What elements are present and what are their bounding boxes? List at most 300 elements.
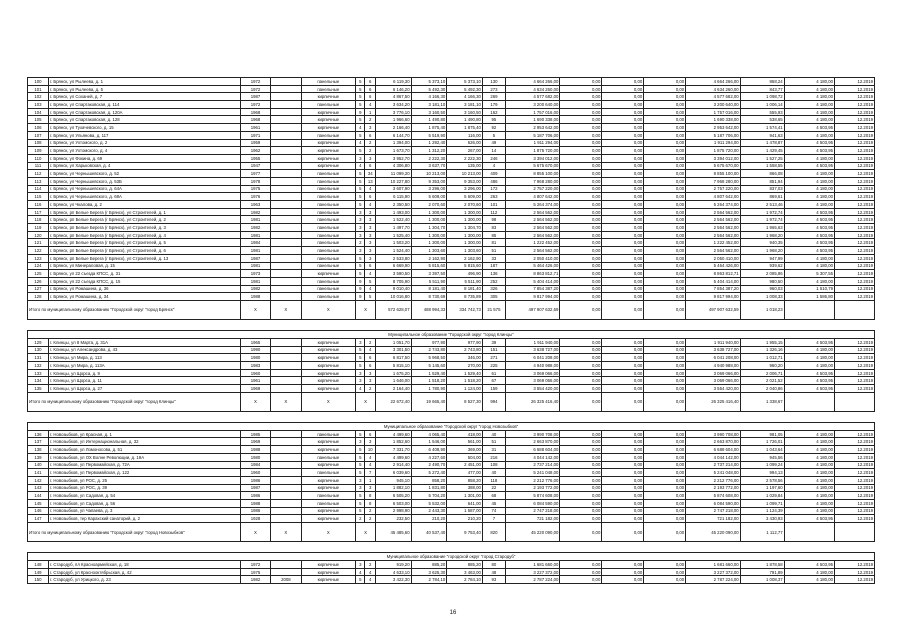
table-cell — [271, 461, 301, 469]
table-cell: 0,00 — [644, 453, 686, 461]
table-cell: 0,00 — [644, 270, 686, 278]
table-cell: 6 817,50 — [375, 354, 411, 362]
table-cell: 0,00 — [560, 369, 602, 377]
table-cell: 5 675 670,00 — [686, 162, 741, 170]
table-cell: г. Брянск, ул Ромашина, д. 34 — [48, 293, 240, 301]
table-cell — [271, 116, 301, 124]
table-cell: 2 564 562,00 — [505, 216, 560, 224]
table-cell: 106 — [28, 124, 49, 132]
table-cell: 102 — [28, 93, 49, 101]
table-cell: 12.2019 — [835, 254, 875, 262]
table-row — [28, 446, 875, 454]
table-cell: 0,00 — [644, 515, 686, 523]
total-label: Итого по муниципальному образованию "Городской округ "город Брянск" — [28, 300, 241, 319]
total-x: X — [271, 300, 301, 319]
table-cell: 0,00 — [644, 377, 686, 385]
table-cell: 5 — [356, 116, 365, 124]
table-cell: 12.2019 — [835, 453, 875, 461]
table-cell: 3 638 727,00 — [686, 346, 741, 354]
table-cell: 5 272,40 — [411, 469, 447, 477]
table-cell: 3 — [365, 239, 375, 247]
table-cell: 0,00 — [602, 254, 644, 262]
table-cell: 4 — [356, 162, 365, 170]
table-cell: кирпичные — [301, 446, 356, 454]
table-cell: 0,00 — [644, 346, 686, 354]
table-row — [28, 193, 875, 201]
table-cell: г. Клинцы, ул 8 Марта, д. 31А — [48, 338, 240, 346]
table-cell: 1 726,01 — [740, 438, 784, 446]
table-row — [28, 499, 875, 507]
table-cell: г. Брянск, ул Чернышевского, д. 52 — [48, 170, 240, 178]
table-cell: 40 — [482, 430, 505, 438]
table-cell: 1 503,20 — [375, 239, 411, 247]
table-cell: 11 099,20 — [375, 170, 411, 178]
table-cell — [271, 147, 301, 155]
table-cell — [271, 208, 301, 216]
table-cell: 13 — [365, 177, 375, 185]
table-cell — [271, 446, 301, 454]
table-cell: 135 — [28, 385, 49, 393]
table-cell: 8 863 812,71 — [686, 270, 741, 278]
table-cell: 130 — [28, 346, 49, 354]
table-cell: 4 577 682,00 — [686, 93, 741, 101]
table-cell: 1 006,14 — [740, 101, 784, 109]
table-cell: 8 — [365, 499, 375, 507]
table-cell: кирпичные — [301, 154, 356, 162]
table-row — [28, 85, 875, 93]
table-cell: 4 503,95 — [784, 377, 834, 385]
table-cell: г. Брянск, рп Белые Берега (г Брянск), ул Строителей, д. 6 — [48, 247, 240, 255]
table-cell: 1 326,16 — [740, 346, 784, 354]
table-cell: 0,00 — [560, 515, 602, 523]
table-cell: 3 — [365, 254, 375, 262]
table-cell: 187 — [482, 262, 505, 270]
table-cell: 216 — [482, 453, 505, 461]
table-row — [28, 108, 875, 116]
table-cell: 12.2019 — [835, 346, 875, 354]
table-cell: 6 115,90 — [375, 193, 411, 201]
total-living-area-residential: 9 753,40 — [447, 523, 483, 542]
table-cell: 1990 — [240, 346, 270, 354]
table-cell: 2 212 776,00 — [686, 476, 741, 484]
table-cell: 125 — [28, 270, 49, 278]
table-cell: 3 227 372,00 — [505, 568, 560, 576]
table-cell: 945,10 — [375, 476, 411, 484]
table-cell: 8 855 100,00 — [505, 170, 560, 178]
table-cell: 0,00 — [644, 101, 686, 109]
table-cell: кирпичные — [301, 484, 356, 492]
table-cell — [271, 362, 301, 370]
table-cell: 0,00 — [602, 362, 644, 370]
table-cell — [271, 346, 301, 354]
table-cell: 12.2019 — [835, 446, 875, 454]
table-cell: 2 743,80 — [447, 346, 483, 354]
table-cell: 2 564 562,00 — [686, 231, 741, 239]
table-cell: 960,20 — [740, 362, 784, 370]
table-cell — [271, 369, 301, 377]
table-cell: 103 — [28, 101, 49, 109]
table-cell: 12.2019 — [835, 507, 875, 515]
table-cell: 12.2019 — [835, 515, 875, 523]
table-cell: 1928 — [240, 515, 270, 523]
table-cell: 12.2019 — [835, 170, 875, 178]
table-cell: 6 688 604,00 — [686, 446, 741, 454]
table-cell: 3 — [356, 224, 365, 232]
table-body — [28, 78, 875, 584]
table-cell: 5 675 670,00 — [505, 162, 560, 170]
table-cell: 111 — [28, 162, 49, 170]
table-cell: 2 451,00 — [447, 461, 483, 469]
table-cell: 4 503,95 — [784, 139, 834, 147]
table-cell: 1 518,20 — [447, 377, 483, 385]
table-cell: 0,00 — [644, 93, 686, 101]
table-cell: 3 069 066,00 — [505, 369, 560, 377]
table-cell: 12.2019 — [835, 430, 875, 438]
table-cell: 2 490,70 — [411, 461, 447, 469]
table-cell: 1986 — [240, 492, 270, 500]
table-cell: панельные — [301, 208, 356, 216]
table-cell: 0,00 — [644, 177, 686, 185]
table-cell: панельные — [301, 293, 356, 301]
table-cell: 2 166,40 — [375, 124, 411, 132]
table-cell: 1 300,00 — [447, 216, 483, 224]
table-cell: 142 — [28, 476, 49, 484]
table-cell: 3 227 372,00 — [686, 568, 741, 576]
table-cell: 6 144,70 — [375, 131, 411, 139]
table-cell: панельные — [301, 224, 356, 232]
table-row — [28, 139, 875, 147]
table-cell: панельные — [301, 131, 356, 139]
table-cell: 2 784,10 — [411, 576, 447, 584]
table-cell: 0,00 — [644, 338, 686, 346]
table-cell: кирпичные — [301, 461, 356, 469]
table-cell: 146 — [28, 507, 49, 515]
table-cell — [271, 469, 301, 477]
table-cell: 5 815,60 — [411, 262, 447, 270]
table-cell: 3 607,90 — [375, 185, 411, 193]
table-cell: 0,00 — [644, 285, 686, 293]
table-row — [28, 177, 875, 185]
table-cell: 263 — [482, 193, 505, 201]
total-empty-cell — [835, 392, 875, 411]
table-cell: 1 955,15 — [740, 338, 784, 346]
table-cell: 4 634 260,00 — [505, 85, 560, 93]
table-cell: 5 — [365, 293, 375, 301]
table-cell: 0,00 — [644, 78, 686, 86]
table-cell: 5 609,00 — [447, 193, 483, 201]
table-cell: 110 — [28, 154, 49, 162]
table-cell: 0,00 — [602, 453, 644, 461]
total-empty-cell — [835, 300, 875, 319]
table-cell: 1980 — [240, 453, 270, 461]
table-cell: 3 952,70 — [375, 154, 411, 162]
table-cell: 4 180,00 — [784, 154, 834, 162]
table-cell: г. Новозыбков, ул РОС, д. 39 — [48, 484, 240, 492]
table-cell: 45 — [482, 499, 505, 507]
table-cell: 67 — [482, 377, 505, 385]
table-cell — [271, 270, 301, 278]
total-fund-1: 0,00 — [560, 523, 602, 542]
total-x: X — [240, 523, 270, 542]
table-cell: 1 968,20 — [740, 247, 784, 255]
table-cell: 947,99 — [740, 254, 784, 262]
table-cell: 0,00 — [602, 177, 644, 185]
table-cell: 2 — [365, 561, 375, 569]
table-cell: 4 — [356, 568, 365, 576]
table-cell: 10 213,00 — [447, 170, 483, 178]
table-cell: 136 — [482, 270, 505, 278]
table-cell: 145 — [28, 499, 49, 507]
table-cell: 0,00 — [644, 216, 686, 224]
total-x: X — [301, 392, 356, 411]
table-cell: 0,00 — [602, 170, 644, 178]
table-cell: 3 — [356, 154, 365, 162]
table-cell: 5 — [356, 147, 365, 155]
table-cell: 1986 — [240, 476, 270, 484]
table-cell: 4 180,00 — [784, 430, 834, 438]
table-cell: 151 — [482, 346, 505, 354]
table-cell: г. Клинцы, ул Щорса, д. 27 — [48, 385, 240, 393]
table-cell: 148 — [28, 561, 49, 569]
table-cell — [271, 515, 301, 523]
table-cell: 1 690 338,00 — [686, 116, 741, 124]
table-cell: 3 — [356, 476, 365, 484]
table-cell: 1 478,87 — [740, 139, 784, 147]
table-row — [28, 492, 875, 500]
table-cell: 0,00 — [602, 446, 644, 454]
table-cell: 4 — [356, 124, 365, 132]
table-cell: 1975 — [240, 185, 270, 193]
table-cell: 126 — [28, 277, 49, 285]
table-cell: 12.2019 — [835, 224, 875, 232]
section-spacer — [28, 319, 875, 330]
total-cost: 26 325 416,40 — [505, 392, 560, 411]
table-cell: 0,00 — [644, 492, 686, 500]
table-cell: 5 — [356, 254, 365, 262]
table-cell: 4 180,00 — [784, 507, 834, 515]
table-cell: 130 — [482, 78, 505, 86]
table-cell: 0,00 — [560, 93, 602, 101]
table-row — [28, 93, 875, 101]
table-cell: 0,00 — [602, 231, 644, 239]
table-cell: 1 546,00 — [411, 438, 447, 446]
table-cell: 994,13 — [740, 469, 784, 477]
table-cell: 2 — [365, 139, 375, 147]
table-row — [28, 254, 875, 262]
table-cell: 4 940 988,00 — [686, 362, 741, 370]
table-cell: 4 — [365, 568, 375, 576]
total-x: X — [240, 300, 270, 319]
table-cell: 4 634 260,00 — [686, 85, 741, 93]
table-row — [28, 430, 875, 438]
table-cell: 1980 — [240, 354, 270, 362]
table-cell: 4 180,00 — [784, 185, 834, 193]
table-cell: 4 180,00 — [784, 131, 834, 139]
table-cell: 6 — [365, 362, 375, 370]
table-cell: 2 085,86 — [740, 270, 784, 278]
table-cell: 2 070,60 — [447, 201, 483, 209]
total-x: X — [301, 300, 356, 319]
table-cell — [271, 262, 301, 270]
table-cell: 2 578,56 — [740, 476, 784, 484]
table-cell: г. Клинцы, ул Александрова, д. 43 — [48, 346, 240, 354]
table-cell — [271, 239, 301, 247]
table-cell: 504,00 — [447, 453, 483, 461]
table-cell: 0,00 — [560, 247, 602, 255]
table-cell: 2 564 562,00 — [505, 224, 560, 232]
table-cell: 0,00 — [602, 147, 644, 155]
table-cell: 5 — [356, 453, 365, 461]
table-cell: кирпичные — [301, 561, 356, 569]
table-cell: 0,00 — [644, 124, 686, 132]
table-cell: 4 180,00 — [784, 193, 834, 201]
table-cell: 3 463,00 — [447, 568, 483, 576]
table-cell: 12.2019 — [835, 177, 875, 185]
table-cell: 5 307,55 — [784, 270, 834, 278]
table-cell: панельные — [301, 430, 356, 438]
table-cell: 2 747 218,00 — [686, 507, 741, 515]
table-cell: панельные — [301, 101, 356, 109]
table-cell: 7 854 387,20 — [505, 285, 560, 293]
table-cell: 12.2019 — [835, 185, 875, 193]
table-cell: 2 021,52 — [740, 377, 784, 385]
table-cell: 1977 — [240, 170, 270, 178]
table-row — [28, 262, 875, 270]
table-cell: 4 503,95 — [784, 561, 834, 569]
table-cell: 3 — [365, 247, 375, 255]
table-cell: 2 564 562,00 — [505, 208, 560, 216]
total-area: 22 672,40 — [375, 392, 411, 411]
table-cell: 4 180,00 — [784, 469, 834, 477]
table-cell — [271, 224, 301, 232]
table-cell: 1 852,60 — [375, 438, 411, 446]
table-cell: 83 — [482, 224, 505, 232]
table-cell: г. Стародуб, пл Красноармейская, д. 18 — [48, 561, 240, 569]
table-cell: 0,00 — [644, 277, 686, 285]
table-cell: 100 — [28, 78, 49, 86]
table-cell: 6 — [365, 131, 375, 139]
table-cell: 305 — [482, 293, 505, 301]
table-cell: 108 — [482, 461, 505, 469]
total-unit-cost: 1 112,77 — [740, 523, 784, 542]
table-cell: 2 747 218,00 — [505, 507, 560, 515]
table-cell: 721 182,00 — [686, 515, 741, 523]
table-cell: 1 300,00 — [411, 239, 447, 247]
table-cell: 0,00 — [602, 193, 644, 201]
table-cell: 2 040,86 — [740, 385, 784, 393]
table-cell: 1 222 452,00 — [505, 239, 560, 247]
table-cell: 9 — [356, 293, 365, 301]
table-cell: 8 855 100,00 — [686, 170, 741, 178]
table-cell: 4 180,00 — [784, 446, 834, 454]
table-cell: кирпичные — [301, 116, 356, 124]
table-cell: 14 — [482, 147, 505, 155]
table-cell: 4 499,60 — [375, 453, 411, 461]
table-cell: 0,00 — [560, 116, 602, 124]
table-cell: 5 264 374,00 — [505, 201, 560, 209]
table-cell: 4 044 142,00 — [686, 453, 741, 461]
table-cell: 1 429,45 — [740, 147, 784, 155]
table-cell — [271, 131, 301, 139]
table-cell: г. Стародуб, ул Краснооктябрьская, д. 42 — [48, 568, 240, 576]
municipality-total-row — [28, 523, 875, 542]
total-label: Итого по муниципальному образованию "Городской округ "город Клинцы" — [28, 392, 241, 411]
table-cell: г. Клинцы, ул Мира, д. 113 — [48, 354, 240, 362]
table-cell: 3 637,70 — [411, 162, 447, 170]
table-cell: 1982 — [240, 285, 270, 293]
table-cell: 1975 — [240, 568, 270, 576]
table-cell: 1 292,40 — [411, 139, 447, 147]
table-cell: 3 — [365, 438, 375, 446]
table-cell: 9 — [356, 285, 365, 293]
table-cell: 5 — [356, 446, 365, 454]
table-cell: 0,00 — [560, 492, 602, 500]
register-table-sheet — [27, 77, 875, 584]
table-cell: 0,00 — [644, 499, 686, 507]
table-cell: 147 — [28, 515, 49, 523]
table-cell: 1 522,40 — [375, 216, 411, 224]
table-cell: 109 — [28, 147, 49, 155]
table-cell: 0,00 — [560, 438, 602, 446]
table-cell: 0,00 — [602, 139, 644, 147]
table-cell: г. Брянск, ул Спартаковская, д. 120А — [48, 108, 240, 116]
table-cell: 1 757 016,00 — [686, 108, 741, 116]
table-cell: 49 — [482, 139, 505, 147]
table-cell: 4 306,80 — [375, 162, 411, 170]
table-cell: г. Клинцы, ул Щорса, д. 9 — [48, 369, 240, 377]
table-row — [28, 224, 875, 232]
table-cell: 1976 — [240, 193, 270, 201]
table-cell: кирпичные — [301, 338, 356, 346]
total-empty-cell — [784, 300, 834, 319]
table-cell: 981,05 — [740, 430, 784, 438]
table-cell: 3 — [356, 369, 365, 377]
table-cell: 1 875 720,00 — [505, 147, 560, 155]
table-cell: 119 — [28, 224, 49, 232]
total-x: X — [271, 523, 301, 542]
table-cell: панельные — [301, 285, 356, 293]
table-cell: 4 — [365, 285, 375, 293]
table-row — [28, 515, 875, 523]
table-cell — [271, 78, 301, 86]
table-cell: кирпичные — [301, 476, 356, 484]
table-cell: 3 — [356, 231, 365, 239]
table-cell: 5 — [356, 101, 365, 109]
table-cell: 12.2019 — [835, 208, 875, 216]
section-spacer — [28, 542, 875, 553]
table-cell: 2 — [365, 116, 375, 124]
table-cell: 4 503,95 — [784, 224, 834, 232]
table-cell: 1 972,74 — [740, 216, 784, 224]
table-cell: 6 503,00 — [375, 499, 411, 507]
table-cell: 4 180,00 — [784, 201, 834, 209]
table-cell: 2 222,30 — [411, 154, 447, 162]
table-cell: 5 — [356, 507, 365, 515]
table-row — [28, 162, 875, 170]
table-cell: 885,20 — [411, 561, 447, 569]
table-cell: 137 — [28, 438, 49, 446]
table-cell: 418,00 — [447, 430, 483, 438]
table-cell: 140 — [28, 461, 49, 469]
table-cell: 0,00 — [644, 385, 686, 393]
table-cell: 0,00 — [602, 270, 644, 278]
table-cell: 3 394 012,00 — [686, 154, 741, 162]
table-cell: 1984 — [240, 239, 270, 247]
table-cell: 4 180,00 — [784, 170, 834, 178]
table-cell: 0,00 — [644, 154, 686, 162]
table-cell: 6 — [365, 430, 375, 438]
table-cell: 1955 — [240, 154, 270, 162]
